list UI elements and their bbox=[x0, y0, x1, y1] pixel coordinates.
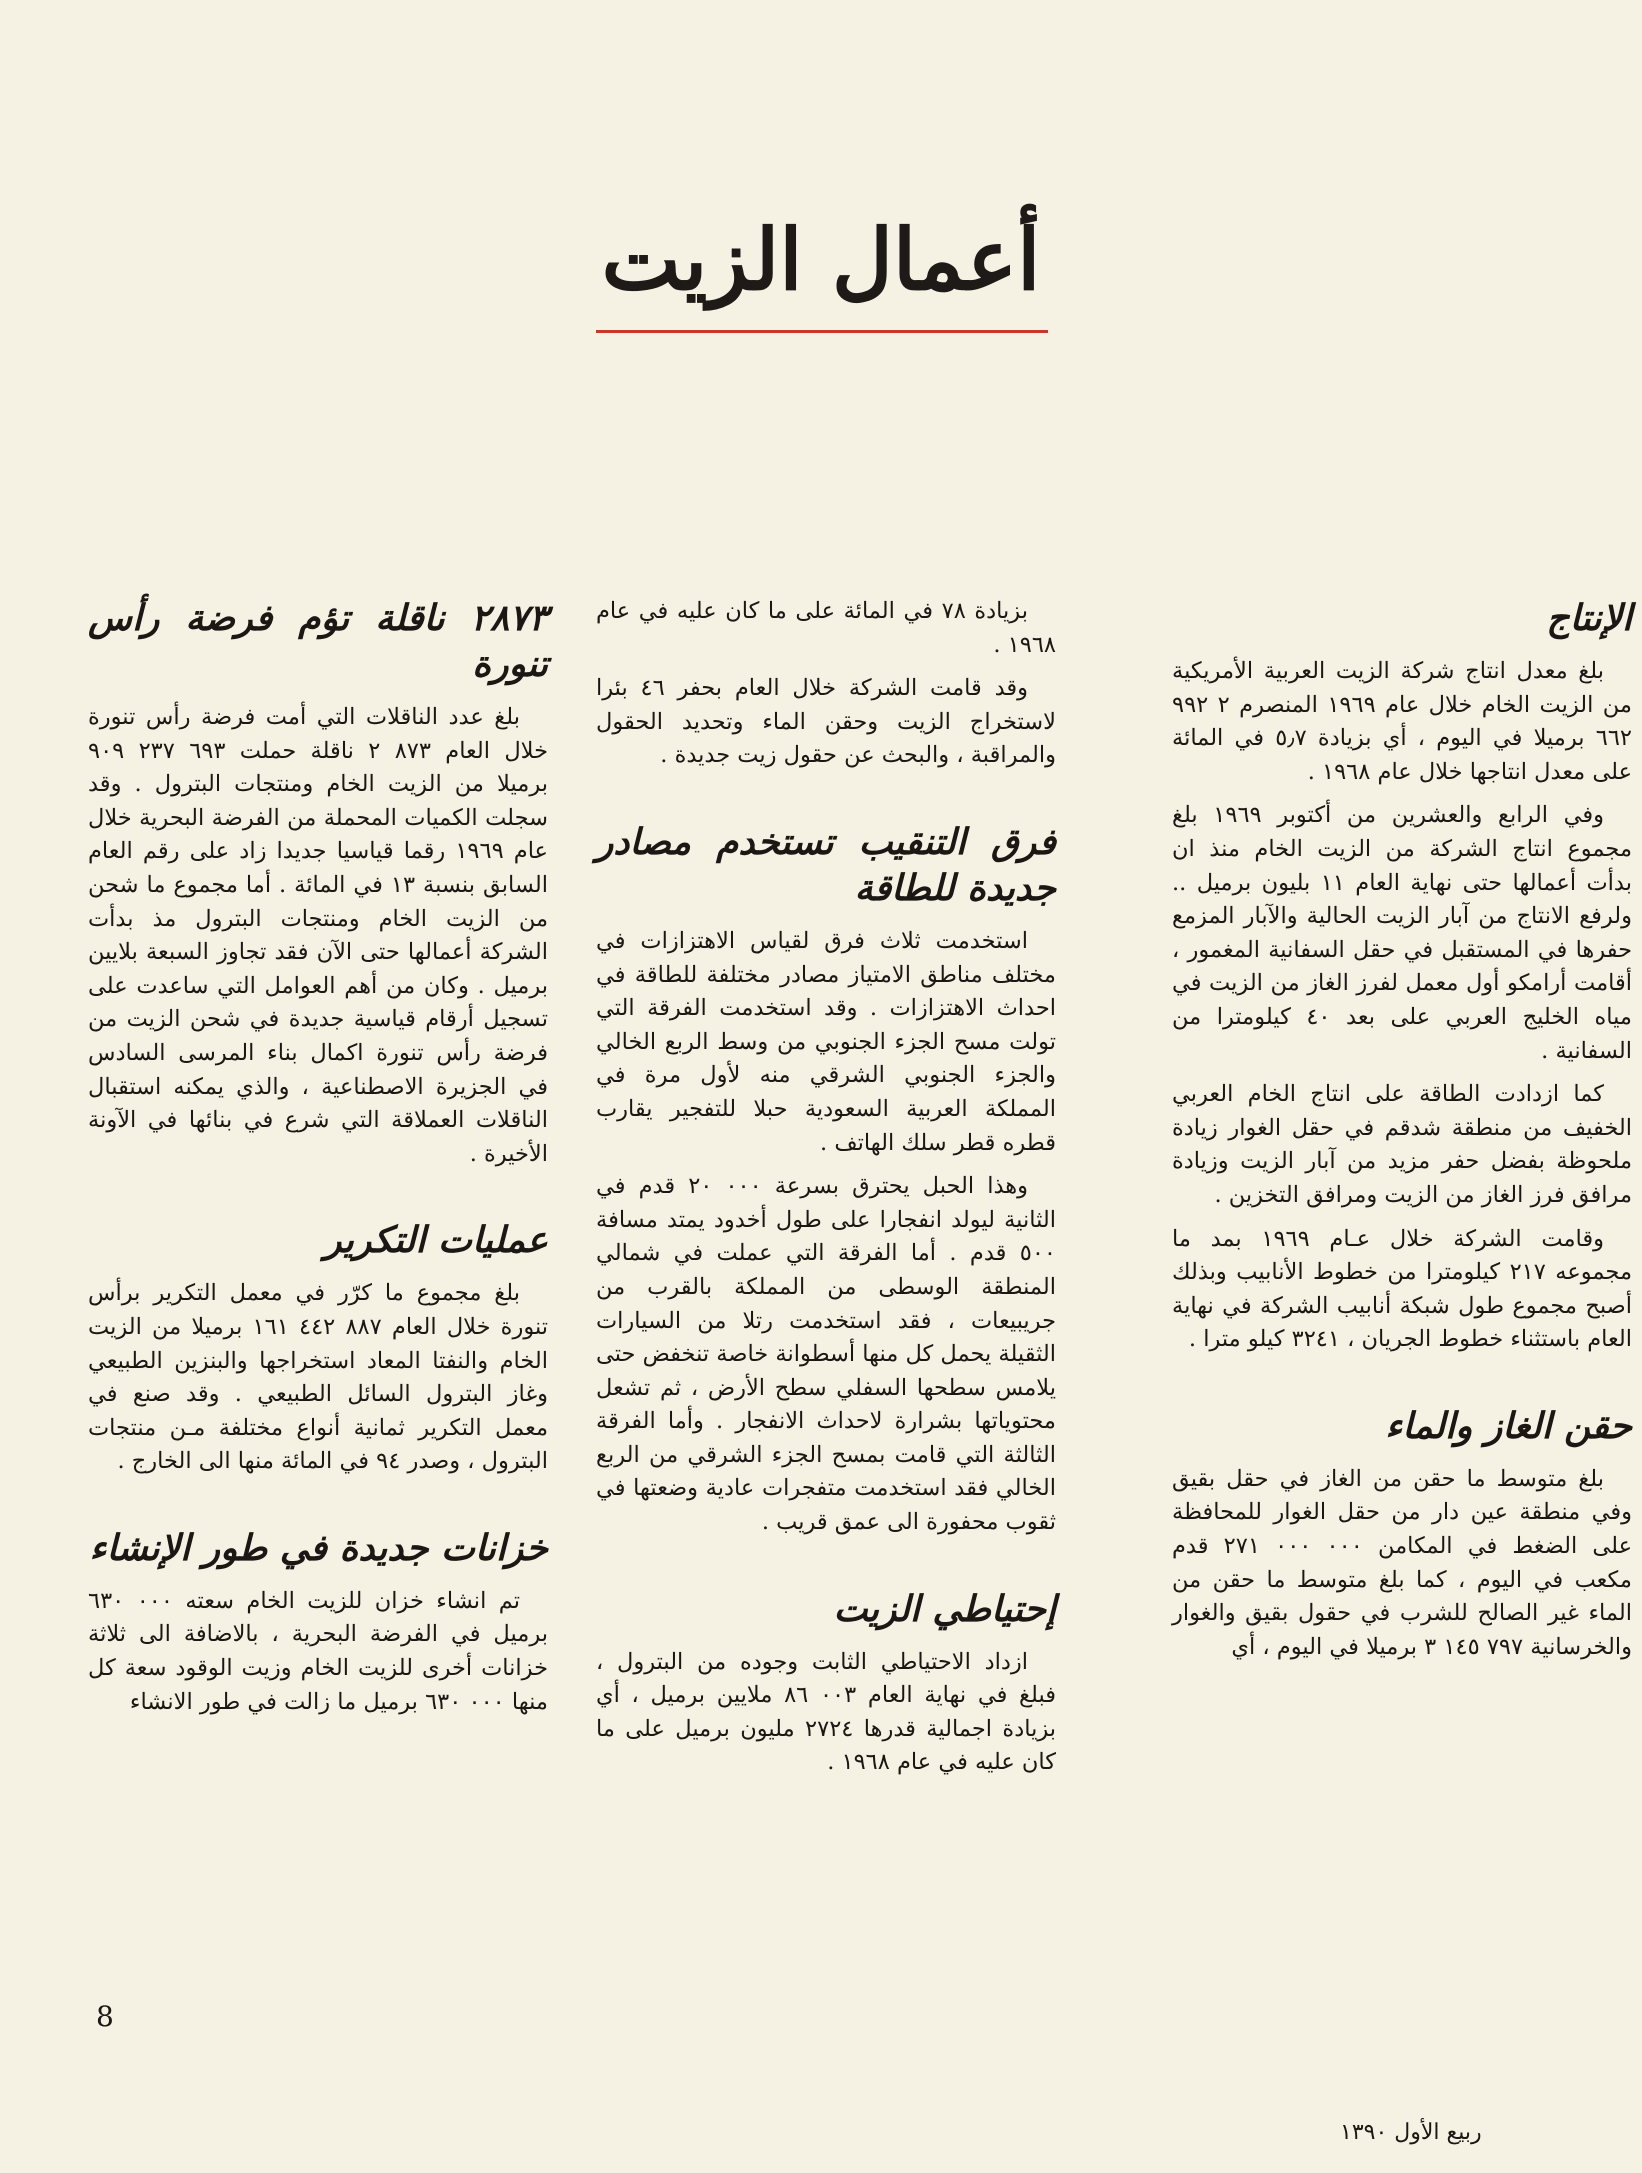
section-gap bbox=[596, 1550, 1056, 1586]
section-heading: فرق التنقيب تستخدم مصادر جديدة للطاقة bbox=[596, 820, 1056, 909]
body-paragraph: بلغ مجموع ما كرّر في معمل التكرير برأس تنورة خلال العام ٨٨٧ ٤٤٢ ١٦١ برميلا من الزيت الخام والنفتا المعاد استخراجها والبنزين الطبيعي وغاز البترول السائل الطبيعي . وقد صنع في معمل التكرير ثمانية أنواع مختلفة مـن منتجات البترول ، وصدر ٩٤ في المائة منها الى الخارج . bbox=[88, 1280, 549, 1475]
column-left bbox=[88, 595, 548, 1729]
section-gap bbox=[88, 1489, 548, 1525]
section-gap bbox=[596, 783, 1056, 819]
section-heading: خزانات جديدة في طور الإنشاء bbox=[89, 1526, 548, 1569]
body-paragraph: بلغ عدد الناقلات التي أمت فرضة رأس تنورة خلال العام ٨٧٣ ٢ ناقلة حملت ٦٩٣ ٢٣٧ ٩٠٩ برميلا من الزيت الخام ومنتجات البترول . وقد سجلت الكميات المحملة من الفرضة البحرية خلال عام ١٩٦٩ رقما قياسيا جديدا زاد على رقم العام السابق بنسبة ١٣ في المائة . أما مجموع ما شحن من الزيت الخام ومنتجات البترول مذ بدأت الشركة أعمالها حتى الآن فقد تجاوز السبعة بلايين برميل . وكان من أهم العوامل التي ساعدت على تسجيل أرقام قياسية جديدة في شحن الزيت من فرضة رأس تنورة اكمال بناء المرسى السادس في الجزيرة الاصطناعية ، والذي يمكنه استقبال الناقلات العملاقة التي شرع في بنائها في الآونة الأخيرة . bbox=[88, 704, 549, 1167]
section-heading: الإنتاج bbox=[1546, 597, 1632, 639]
issue-date: ربيع الأول ١٣٩٠ bbox=[1340, 2120, 1482, 2145]
section-gap bbox=[88, 1181, 548, 1217]
page-number: 8 bbox=[96, 2000, 114, 2033]
body-paragraph: وهذا الحبل يحترق بسرعة ٠٠٠ ٢٠ قدم في الثانية ليولد انفجارا على طول أخدود يمتد مسافة ٥٠٠ قدم . أما الفرقة التي عملت في شمالي المنطقة الوسطى من المملكة بالقرب من جريبيعات ، فقد استخدمت رتلا من السيارات الثقيلة يحمل كل منها أسطوانة خاصة تنخفض حتى يلامس سطحها السفلي سطح الأرض ، ثم تشعل محتوياتها بشرارة لاحداث الانفجار . وأما الفرقة الثالثة التي قامت بمسح الجزء الشرقي من الربع الخالي فقد استخدمت متفجرات عادية وضعتها في ثقوب محفورة الى عمق قريب . bbox=[596, 1173, 1056, 1536]
body-paragraph: ازداد الاحتياطي الثابت وجوده من البترول ، فبلغ في نهاية العام ٠٠٣ ٨٦ ملايين برميل ، أي بزيادة اجمالية قدرها ٢٧٢٤ مليون برميل على ما كان عليه في عام ١٩٦٨ . bbox=[596, 1648, 1057, 1776]
section-heading: إحتياطي الزيت bbox=[833, 1587, 1056, 1630]
body-paragraph: وقد قامت الشركة خلال العام بحفر ٤٦ بئرا لاستخراج الزيت وحقن الماء وتحديد الحقول والمراقبة ، والبحث عن حقول زيت جديدة . bbox=[596, 675, 1056, 769]
page-title: أعمال الزيت bbox=[601, 210, 1041, 309]
section-heading: عمليات التكرير bbox=[324, 1219, 548, 1262]
title-underline bbox=[596, 330, 1048, 333]
column-middle bbox=[596, 595, 1056, 1790]
body-paragraph: وفي الرابع والعشرين من أكتوبر ١٩٦٩ بلغ مجموع انتاج الشركة من الزيت الخام منذ ان بدأت أعمالها حتى نهاية العام ١١ بليون برميل .. ولرفع الانتاج من آبار الزيت الحالية والآبار المزمع حفرها في المستقبل في حقل السفانية المغمور ، أقامت أرامكو أول معمل لفرز الغاز من الزيت في مياه الخليج العربي على بعد ٤٠ كيلومترا من السفانية . bbox=[1172, 802, 1632, 1064]
body-paragraph: وقامت الشركة خلال عـام ١٩٦٩ بمد ما مجموعه ٢١٧ كيلومترا من خطوط الأنابيب وبذلك أصبح مجموع طول شبكة أنابيب الشركة في نهاية العام باستثناء خطوط الجريان ، ٣٢٤١ كيلو مترا . bbox=[1172, 1225, 1633, 1353]
section-heading: ٢٨٧٣ ناقلة تؤم فرضة رأس تنورة bbox=[88, 597, 548, 685]
section-heading: حقن الغاز والماء bbox=[1385, 1404, 1632, 1447]
body-paragraph: استخدمت ثلاث فرق لقياس الاهتزازات في مختلف مناطق الامتياز مصادر مختلفة للطاقة في احداث الاهتزازات . وقد استخدمت الفرقة التي تولت مسح الجزء الجنوبي من وسط الربع الخالي والجزء الجنوبي الشرقي منه لأول مرة في المملكة العربية السعودية حبلا للتفجير يقارب قطره قطر سلك الهاتف . bbox=[596, 927, 1056, 1156]
body-paragraph: كما ازدادت الطاقة على انتاج الخام العربي الخفيف من منطقة شدقم في حقل الغوار زيادة ملحوظة بفضل حفر مزيد من آبار الزيت وزيادة مرافق فرز الغاز من الزيت ومرافق التخزين . bbox=[1172, 1081, 1632, 1208]
body-paragraph: بلغ متوسط ما حقن من الغاز في حقل بقيق وفي منطقة عين دار من حقل الغوار للمحافظة على الضغط في المكامن ٠٠٠ ٠٠٠ ٢٧١ قدم مكعب في اليوم ، كما بلغ متوسط ما حقن من الماء غير الصالح للشرب في حقول بقيق والغوار والخرسانية ٧٩٧ ١٤٥ ٣ برميلا في اليوم ، أي bbox=[1172, 1465, 1633, 1660]
section-gap bbox=[1172, 1367, 1632, 1403]
body-paragraph: تم انشاء خزان للزيت الخام سعته ٠٠٠ ٦٣٠ برميل في الفرضة البحرية ، بالاضافة الى ثلاثة خزانات أخرى للزيت الخام وزيت الوقود سعة كل منها ٠٠٠ ٦٣٠ برميل ما زالت في طور الانشاء bbox=[88, 1587, 548, 1715]
body-paragraph: بلغ معدل انتاج شركة الزيت العربية الأمريكية من الزيت الخام خلال عام ١٩٦٩ المنصرم ٢ ٩٩٢ ٦٦٢ برميلا في اليوم ، أي بزيادة ٥٫٧ في المائة على معدل انتاجها خلال عام ١٩٦٨ . bbox=[1172, 658, 1633, 785]
column-right bbox=[1172, 595, 1632, 1674]
body-paragraph: بزيادة ٧٨ في المائة على ما كان عليه في عام ١٩٦٨ . bbox=[596, 598, 1056, 658]
